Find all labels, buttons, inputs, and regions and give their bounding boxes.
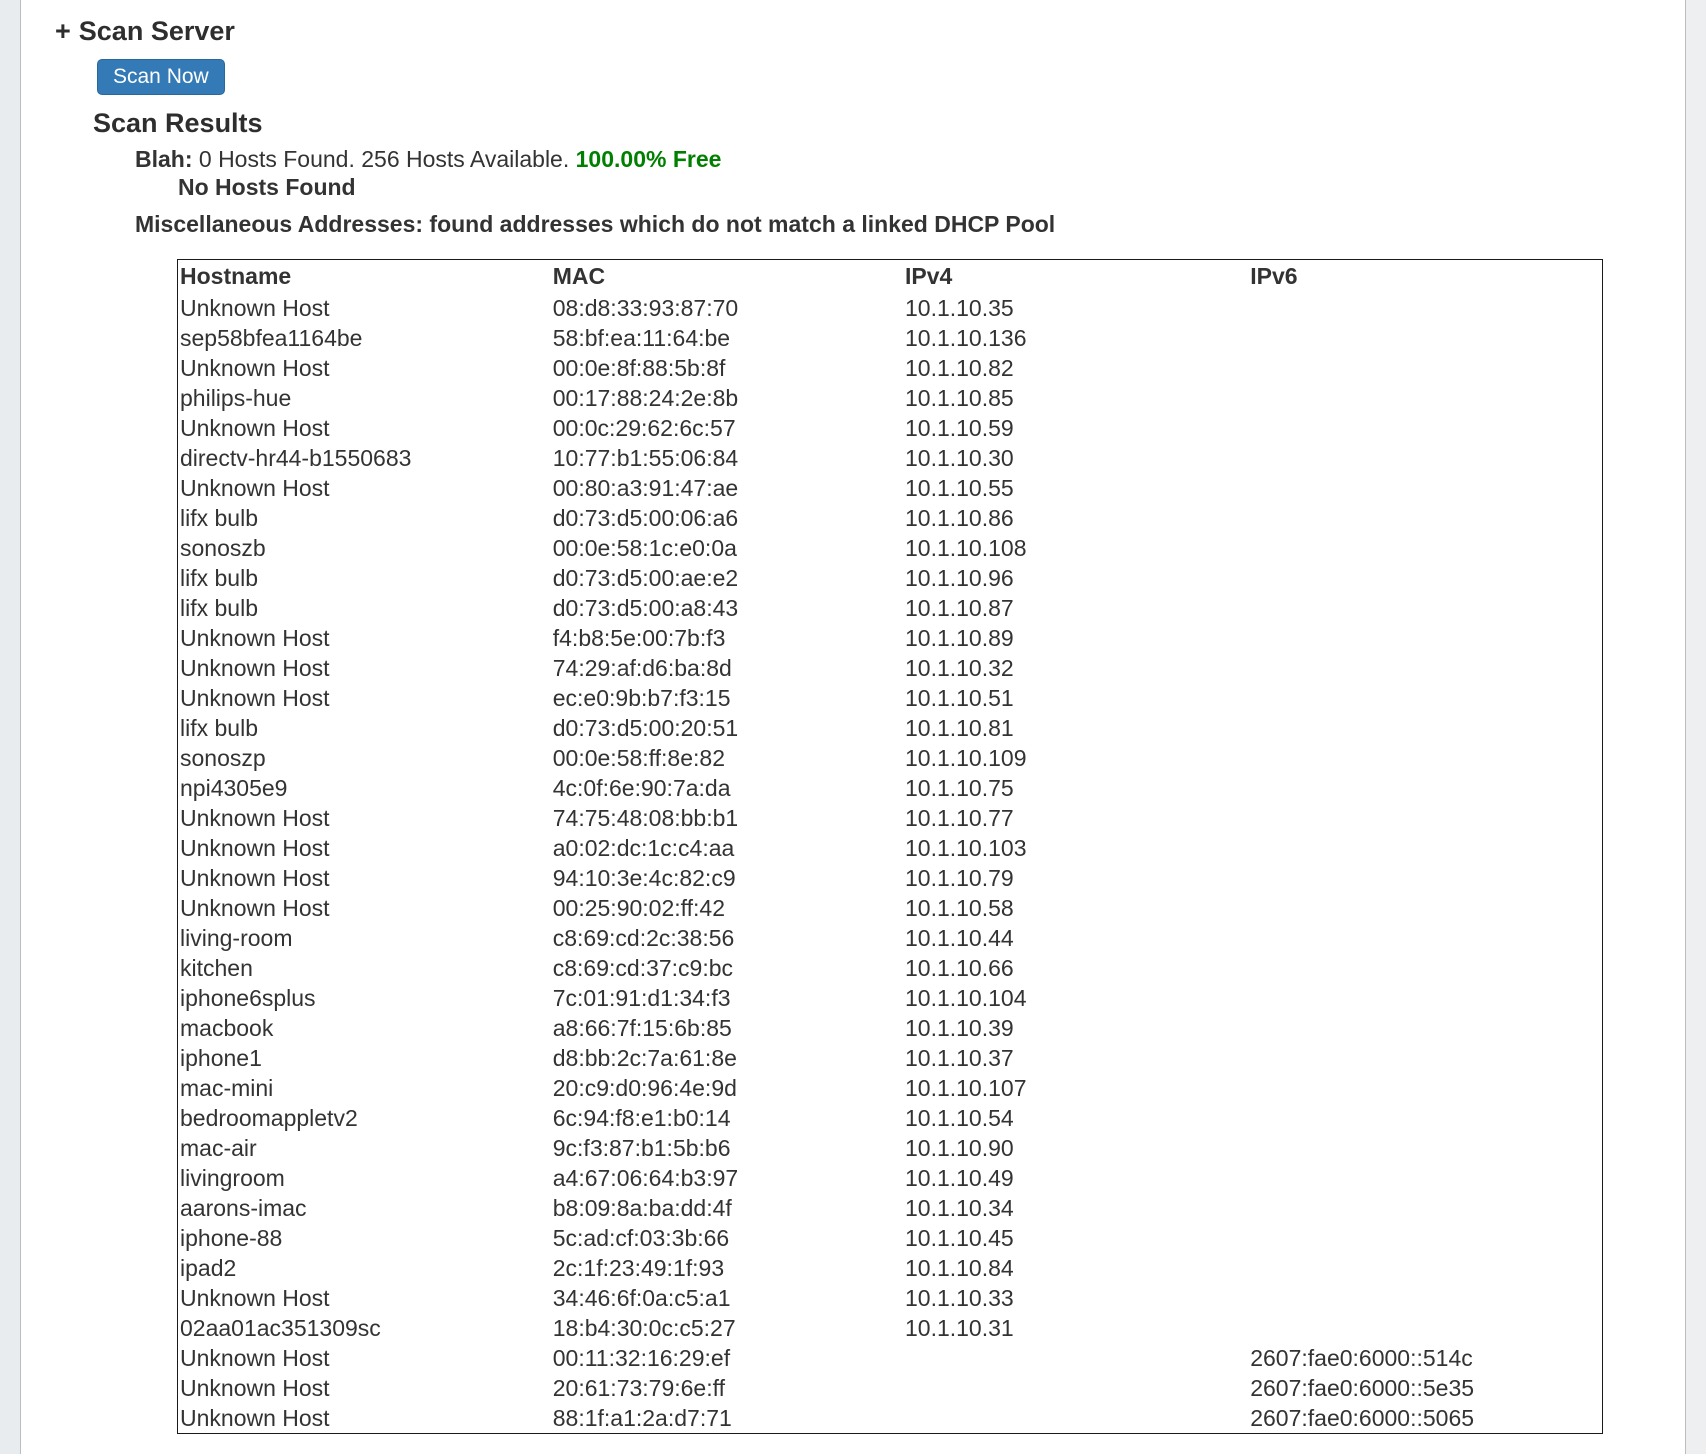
cell-hostname: sep58bfea1164be [180,324,363,351]
cell-hostname: Unknown Host [180,414,330,441]
table-row [178,713,1603,743]
table-row [178,1313,1603,1343]
cell-ipv4: 10.1.10.104 [904,984,1027,1011]
cell-mac: 10:77:b1:55:06:84 [552,444,739,471]
cell-mac: a4:67:06:64:b3:97 [552,1164,739,1191]
table-row [178,1283,1603,1313]
cell-hostname: 02aa01ac351309sc [180,1314,381,1341]
cell-hostname: Unknown Host [180,1374,330,1401]
cell-mac: 00:17:88:24:2e:8b [552,384,739,411]
cell-ipv4: 10.1.10.32 [904,654,1014,681]
cell-hostname: Unknown Host [180,894,330,921]
cell-ipv6 [1250,563,1602,593]
cell-mac: d8:bb:2c:7a:61:8e [552,1044,737,1071]
cell-ipv4: 10.1.10.34 [904,1194,1014,1221]
cell-hostname: Unknown Host [180,1344,330,1371]
cell-mac: 5c:ad:cf:03:3b:66 [552,1224,730,1251]
cell-mac: d0:73:d5:00:a8:43 [552,594,739,621]
cell-mac: c8:69:cd:2c:38:56 [552,924,735,951]
cell-ipv6 [1250,1283,1602,1313]
cell-ipv4: 10.1.10.30 [904,444,1014,471]
cell-mac: d0:73:d5:00:ae:e2 [552,564,739,591]
cell-ipv6 [1250,833,1602,863]
cell-ipv4: 10.1.10.37 [904,1044,1014,1071]
table-row [178,353,1603,383]
cell-ipv6 [1250,503,1602,533]
table-row [178,293,1603,323]
table-row [178,1193,1603,1223]
cell-mac: 74:29:af:d6:ba:8d [552,654,732,681]
cell-hostname: Unknown Host [180,354,330,381]
misc-table-body [178,293,1603,1434]
cell-ipv6 [1250,383,1602,413]
scan-results-title: Scan Results [93,108,263,138]
table-row [178,623,1603,653]
page-left-gutter [0,0,21,1454]
cell-ipv6 [1250,1193,1602,1223]
summary-label: Blah: [135,146,193,172]
cell-hostname: Unknown Host [180,834,330,861]
cell-mac: 6c:94:f8:e1:b0:14 [552,1104,731,1131]
cell-ipv4 [905,1373,1250,1403]
cell-mac: 4c:0f:6e:90:7a:da [552,774,731,801]
misc-addresses-heading: Miscellaneous Addresses: found addresses which do not match a linked DHCP Pool [135,211,1056,237]
cell-ipv4 [905,1403,1250,1434]
cell-hostname: iphone6splus [180,984,316,1011]
expand-plus-icon: + [55,16,71,46]
table-row [178,1103,1603,1133]
cell-ipv6 [1250,1313,1602,1343]
cell-hostname: Unknown Host [180,684,330,711]
table-row [178,1073,1603,1103]
cell-hostname: bedroomappletv2 [180,1104,358,1131]
cell-ipv6 [1250,1103,1602,1133]
cell-ipv4: 10.1.10.59 [904,414,1014,441]
cell-ipv6 [1250,953,1602,983]
cell-ipv6 [1250,803,1602,833]
cell-ipv6 [1250,743,1602,773]
cell-mac: c8:69:cd:37:c9:bc [552,954,734,981]
cell-hostname: lifx bulb [180,504,258,531]
cell-ipv4: 10.1.10.58 [904,894,1014,921]
cell-mac: 08:d8:33:93:87:70 [552,294,739,321]
cell-hostname: philips-hue [180,384,292,411]
cell-mac: 00:0e:58:ff:8e:82 [552,744,725,771]
cell-mac: a0:02:dc:1c:c4:aa [552,834,735,861]
cell-ipv4: 10.1.10.89 [904,624,1014,651]
table-row [178,1043,1603,1073]
cell-hostname: lifx bulb [180,564,258,591]
cell-ipv6 [1250,1253,1602,1283]
cell-ipv6: 2607:fae0:6000::514c [1250,1344,1473,1371]
table-row [178,533,1603,563]
cell-mac: 00:0e:58:1c:e0:0a [552,534,737,561]
table-row [178,323,1603,353]
cell-ipv6 [1250,1013,1602,1043]
table-row [178,1133,1603,1163]
scan-server-panel [22,0,1684,1434]
cell-mac: 34:46:6f:0a:c5:a1 [552,1284,731,1311]
cell-hostname: lifx bulb [180,594,258,621]
table-row [178,743,1603,773]
cell-mac: 9c:f3:87:b1:5b:b6 [552,1134,731,1161]
col-header-ipv6: IPv6 [1250,263,1298,289]
cell-ipv4: 10.1.10.107 [904,1074,1027,1101]
cell-mac: 74:75:48:08:bb:b1 [552,804,739,831]
cell-hostname: Unknown Host [180,1284,330,1311]
cell-ipv6 [1250,653,1602,683]
cell-ipv6 [1250,623,1602,653]
cell-ipv4: 10.1.10.31 [904,1314,1014,1341]
cell-hostname: Unknown Host [180,294,330,321]
cell-ipv4: 10.1.10.54 [904,1104,1014,1131]
table-row [178,473,1603,503]
cell-mac: 18:b4:30:0c:c5:27 [552,1314,736,1341]
cell-mac: ec:e0:9b:b7:f3:15 [552,684,731,711]
cell-ipv4: 10.1.10.86 [904,504,1014,531]
cell-mac: d0:73:d5:00:20:51 [552,714,739,741]
cell-ipv4: 10.1.10.39 [904,1014,1014,1041]
scan-server-section-header[interactable] [55,16,1684,47]
cell-ipv6 [1250,1163,1602,1193]
misc-addresses-table [177,259,1603,1434]
col-header-hostname: Hostname [180,263,292,289]
cell-hostname: iphone1 [180,1044,262,1071]
cell-hostname: Unknown Host [180,864,330,891]
cell-ipv6: 2607:fae0:6000::5e35 [1250,1374,1475,1401]
cell-mac: 20:61:73:79:6e:ff [552,1374,725,1401]
cell-ipv4: 10.1.10.75 [904,774,1014,801]
cell-ipv4: 10.1.10.55 [904,474,1014,501]
col-header-mac: MAC [552,263,606,289]
cell-ipv4: 10.1.10.84 [904,1254,1014,1281]
cell-hostname: aarons-imac [180,1194,307,1221]
cell-ipv6 [1250,533,1602,563]
cell-hostname: iphone-88 [180,1224,283,1251]
cell-ipv4: 10.1.10.109 [904,744,1027,771]
table-row [178,923,1603,953]
cell-ipv4: 10.1.10.49 [904,1164,1014,1191]
cell-mac: a8:66:7f:15:6b:85 [552,1014,732,1041]
cell-ipv6 [1250,1223,1602,1253]
cell-ipv6 [1250,1073,1602,1103]
table-row [178,653,1603,683]
cell-ipv4: 10.1.10.90 [904,1134,1014,1161]
table-row [178,1343,1603,1373]
table-row [178,563,1603,593]
cell-ipv6 [1250,593,1602,623]
cell-mac: 00:11:32:16:29:ef [552,1344,731,1371]
cell-ipv4: 10.1.10.82 [904,354,1014,381]
table-row [178,443,1603,473]
table-row [178,1163,1603,1193]
cell-mac: 58:bf:ea:11:64:be [552,324,731,351]
cell-ipv6 [1250,353,1602,383]
cell-hostname: Unknown Host [180,654,330,681]
cell-ipv6 [1250,773,1602,803]
table-row [178,983,1603,1013]
cell-hostname: sonoszp [180,744,266,771]
cell-ipv4: 10.1.10.45 [904,1224,1014,1251]
cell-ipv6 [1250,713,1602,743]
summary-free-percent: 100.00% Free [575,146,722,172]
cell-mac: f4:b8:5e:00:7b:f3 [552,624,726,651]
cell-mac: b8:09:8a:ba:dd:4f [552,1194,732,1221]
cell-ipv4: 10.1.10.51 [904,684,1014,711]
cell-ipv6 [1250,1133,1602,1163]
cell-ipv6 [1250,983,1602,1013]
cell-ipv4: 10.1.10.103 [904,834,1027,861]
cell-ipv4: 10.1.10.77 [904,804,1014,831]
table-header-row [178,260,1603,294]
cell-ipv6 [1250,863,1602,893]
cell-ipv4: 10.1.10.136 [904,324,1027,351]
cell-hostname: mac-mini [180,1074,274,1101]
table-row [178,1253,1603,1283]
cell-ipv6 [1250,1043,1602,1073]
table-row [178,953,1603,983]
table-row [178,1403,1603,1434]
table-row [178,1013,1603,1043]
table-row [178,863,1603,893]
cell-hostname: directv-hr44-b1550683 [180,444,412,471]
cell-ipv4: 10.1.10.44 [904,924,1014,951]
cell-ipv6 [1250,293,1602,323]
summary-counts: 0 Hosts Found. 256 Hosts Available. [198,146,570,172]
cell-hostname: npi4305e9 [180,774,288,801]
cell-ipv6 [1250,443,1602,473]
table-row [178,803,1603,833]
cell-mac: 00:0e:8f:88:5b:8f [552,354,726,381]
cell-ipv6 [1250,413,1602,443]
cell-mac: 00:25:90:02:ff:42 [552,894,725,921]
cell-ipv4: 10.1.10.108 [904,534,1027,561]
cell-ipv6 [1250,683,1602,713]
cell-mac: d0:73:d5:00:06:a6 [552,504,739,531]
cell-ipv4 [905,1343,1250,1373]
table-row [178,1223,1603,1253]
cell-ipv4: 10.1.10.96 [904,564,1014,591]
table-row [178,683,1603,713]
cell-ipv6 [1250,473,1602,503]
cell-mac: 2c:1f:23:49:1f:93 [552,1254,725,1281]
no-hosts-found-message: No Hosts Found [178,174,356,200]
cell-hostname: kitchen [180,954,253,981]
cell-mac: 00:80:a3:91:47:ae [552,474,739,501]
cell-ipv6: 2607:fae0:6000::5065 [1250,1404,1475,1431]
table-row [178,383,1603,413]
table-row [178,1373,1603,1403]
cell-hostname: mac-air [180,1134,257,1161]
cell-ipv4: 10.1.10.81 [904,714,1014,741]
col-header-ipv4: IPv4 [904,263,953,289]
cell-mac: 7c:01:91:d1:34:f3 [552,984,731,1011]
cell-ipv4: 10.1.10.66 [904,954,1014,981]
cell-ipv4: 10.1.10.79 [904,864,1014,891]
cell-ipv4: 10.1.10.85 [904,384,1014,411]
cell-hostname: macbook [180,1014,274,1041]
cell-ipv6 [1250,923,1602,953]
cell-ipv4: 10.1.10.33 [904,1284,1014,1311]
table-row [178,773,1603,803]
cell-hostname: ipad2 [180,1254,237,1281]
scan-now-button[interactable]: Scan Now [97,59,225,95]
cell-hostname: sonoszb [180,534,266,561]
cell-ipv4: 10.1.10.87 [904,594,1014,621]
cell-mac: 88:1f:a1:2a:d7:71 [552,1404,732,1431]
section-title: Scan Server [78,16,235,46]
cell-hostname: Unknown Host [180,1404,330,1431]
cell-hostname: Unknown Host [180,804,330,831]
cell-ipv6 [1250,893,1602,923]
table-row [178,833,1603,863]
cell-hostname: Unknown Host [180,624,330,651]
cell-hostname: living-room [180,924,293,951]
table-row [178,893,1603,923]
cell-mac: 94:10:3e:4c:82:c9 [552,864,736,891]
cell-mac: 20:c9:d0:96:4e:9d [552,1074,737,1101]
cell-mac: 00:0c:29:62:6c:57 [552,414,736,441]
cell-ipv4: 10.1.10.35 [904,294,1014,321]
table-row [178,503,1603,533]
cell-hostname: livingroom [180,1164,285,1191]
table-row [178,593,1603,623]
cell-hostname: Unknown Host [180,474,330,501]
page-right-gutter [1685,0,1706,1454]
scan-summary-line [135,146,1684,172]
cell-ipv6 [1250,323,1602,353]
table-row [178,413,1603,443]
cell-hostname: lifx bulb [180,714,258,741]
